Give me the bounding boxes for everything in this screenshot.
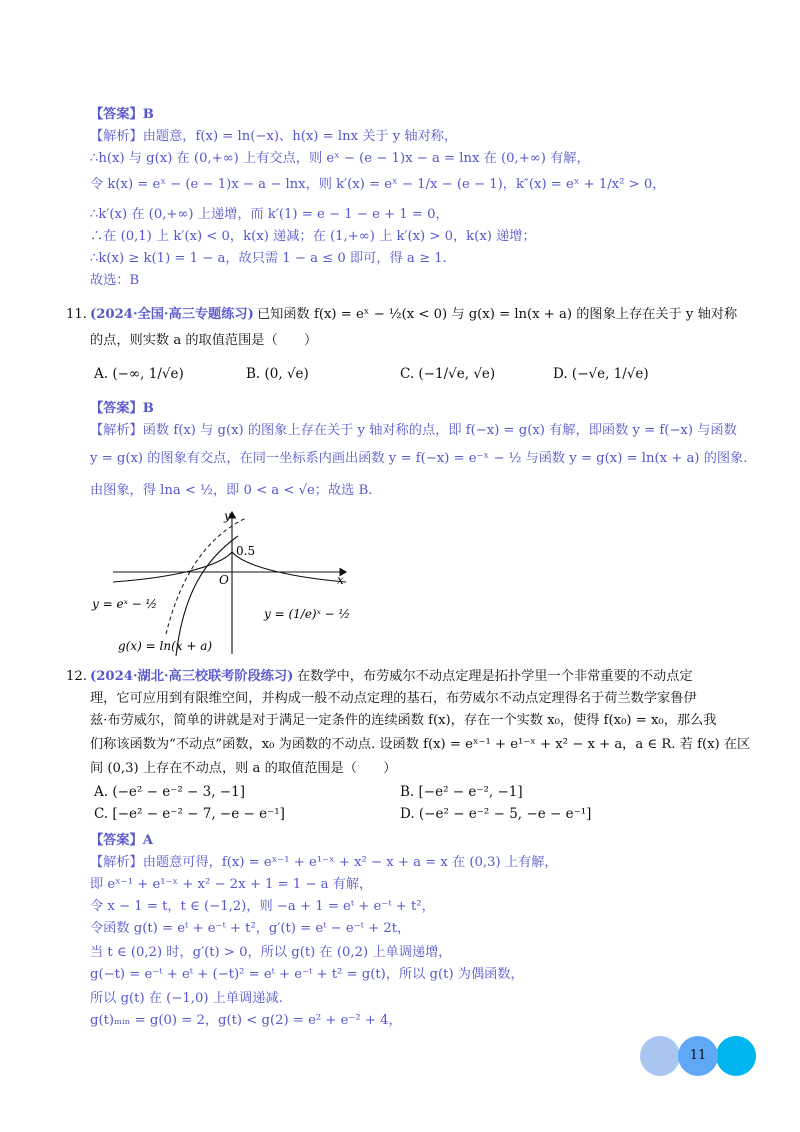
q10-solution-line: ∴k′(x) 在 (0,+∞) 上递增，而 k′(1) = e − 1 − e + 1 = 0， bbox=[90, 207, 449, 222]
q11-option-c: C. (−1/√e, √e) bbox=[400, 366, 496, 382]
label-left-curve: y = eˣ − ½ bbox=[92, 597, 158, 611]
page-number-badge bbox=[640, 1034, 760, 1078]
q12-solution-line: 令函数 g(t) = eᵗ + e⁻ᵗ + t²，g′(t) = eᵗ − e⁻ᵗ + 2t， bbox=[90, 921, 411, 936]
q12-stem: 理，它可应用到有限维空间，并构成一般不动点定理的基石，布劳威尔不动点定理得名于荷兰数学家鲁伊 bbox=[90, 691, 697, 706]
q11-answer: 【答案】B bbox=[90, 401, 154, 416]
q12-option-a: A. (−e² − e⁻² − 3, −1] bbox=[94, 784, 245, 800]
q12-solution-line: g(−t) = e⁻ᵗ + eᵗ + (−t)² = eᵗ + e⁻ᵗ + t² = g(t)，所以 g(t) 为偶函数， bbox=[90, 967, 524, 982]
q12-source: (2024·湖北·高三校联考阶段练习) bbox=[90, 669, 294, 684]
q12-solution-line: 所以 g(t) 在 (−1,0) 上单调递减. bbox=[90, 991, 283, 1006]
q12-option-b: B. [−e² − e⁻², −1] bbox=[400, 784, 523, 800]
q12-solution-line: 即 eˣ⁻¹ + e¹⁻ˣ + x² − 2x + 1 = 1 − a 有解， bbox=[90, 877, 373, 892]
q12-solution-line: 令 x − 1 = t，t ∈ (−1,2)，则 −a + 1 = eᵗ + e⁻ᵗ + t²， bbox=[90, 899, 435, 914]
label-right-curve: y = (1/e)ˣ − ½ bbox=[264, 607, 351, 621]
q11-number: 11. bbox=[66, 307, 87, 322]
q10-solution-line: 【解析】由题意，f(x) = ln(−x)、h(x) = lnx 关于 y 轴对称， bbox=[90, 129, 458, 144]
curve-f bbox=[113, 552, 346, 582]
q11-stem: 的点，则实数 a 的取值范围是（ ） bbox=[90, 333, 318, 348]
q12-number: 12. bbox=[66, 669, 87, 684]
decor-circle bbox=[640, 1036, 680, 1076]
q10-solution-line: ∴在 (0,1) 上 k′(x) < 0，k(x) 递减；在 (1,+∞) 上 k′(x) > 0，k(x) 递增； bbox=[90, 229, 536, 244]
q12-stem: 在数学中，布劳威尔不动点定理是拓扑学里一个非常重要的不动点定 bbox=[297, 669, 693, 684]
page-number: 11 bbox=[689, 1048, 707, 1063]
q10-solution-line: 故选：B bbox=[90, 273, 140, 288]
q10-solution-line: ∴h(x) 与 g(x) 在 (0,+∞) 上有交点，则 eˣ − (e − 1)x − a = lnx 在 (0,+∞) 有解， bbox=[90, 151, 590, 166]
q11-function-graph bbox=[88, 506, 358, 656]
q10-solution-line: ∴k(x) ≥ k(1) = 1 − a，故只需 1 − a ≤ 0 即可，得 a ≥ 1. bbox=[90, 251, 447, 266]
intercept-label: 0.5 bbox=[236, 544, 256, 558]
label-g-curve: g(x) = ln(x + a) bbox=[118, 639, 213, 653]
decor-circle bbox=[716, 1036, 756, 1076]
q11-solution-line: 由图象，得 lna < ½，即 0 < a < √e；故选 B. bbox=[90, 483, 373, 498]
q12-solution-line: 当 t ∈ (0,2) 时，g′(t) > 0，所以 g(t) 在 (0,2) 上单调递增， bbox=[90, 945, 452, 960]
q12-stem: 们称该函数为“不动点”函数，x₀ 为函数的不动点. 设函数 f(x) = eˣ⁻¹ + e¹⁻ˣ + x² − x + a，a ∈ R. 若 f(x) 在区 bbox=[90, 737, 751, 752]
q12-stem: 兹·布劳威尔，简单的讲就是对于满足一定条件的连续函数 f(x)，存在一个实数 x₀，使得 f(x₀) = x₀，那么我 bbox=[90, 713, 717, 728]
y-axis-label: y bbox=[224, 509, 231, 523]
q12-solution-line: g(t)ₘᵢₙ = g(0) = 2，g(t) < g(2) = e² + e⁻² + 4， bbox=[90, 1013, 402, 1028]
q12-option-c: C. [−e² − e⁻² − 7, −e − e⁻¹] bbox=[94, 806, 285, 822]
q12-stem: 间 (0,3) 上存在不动点，则 a 的取值范围是（ ） bbox=[90, 761, 397, 776]
q11-solution-line: 【解析】函数 f(x) 与 g(x) 的图象上存在关于 y 轴对称的点，即 f(−x) = g(x) 有解，即函数 y = f(−x) 与函数 bbox=[90, 423, 737, 438]
q11-solution-line: y = g(x) 的图象有交点，在同一坐标系内画出函数 y = f(−x) = e⁻ˣ − ½ 与函数 y = g(x) = ln(x + a) 的图象. bbox=[90, 451, 748, 466]
q12-option-d: D. (−e² − e⁻² − 5, −e − e⁻¹] bbox=[400, 806, 592, 822]
q11-source: (2024·全国·高三专题练习) bbox=[90, 307, 254, 322]
q11-stem: 已知函数 f(x) = eˣ − ½(x < 0) 与 g(x) = ln(x + a) 的图象上存在关于 y 轴对称 bbox=[257, 307, 738, 322]
q11-option-b: B. (0, √e) bbox=[246, 366, 309, 382]
origin-label: O bbox=[219, 573, 229, 587]
q10-solution-line: 令 k(x) = eˣ − (e − 1)x − a − lnx，则 k′(x) = eˣ − 1/x − (e − 1)，k″(x) = eˣ + 1/x² > 0， bbox=[90, 177, 666, 192]
q11-option-d: D. (−√e, 1/√e) bbox=[553, 366, 649, 382]
q12-solution-line: 【解析】由题意可得，f(x) = eˣ⁻¹ + e¹⁻ˣ + x² − x + a = x 在 (0,3) 上有解， bbox=[90, 855, 558, 870]
q11-option-a: A. (−∞, 1/√e) bbox=[94, 366, 184, 382]
x-axis-label: x bbox=[337, 573, 344, 587]
q12-answer: 【答案】A bbox=[90, 833, 153, 848]
curve-e-x-dashed bbox=[166, 518, 246, 634]
curve-g bbox=[176, 536, 238, 656]
q10-answer: 【答案】B bbox=[90, 107, 154, 122]
